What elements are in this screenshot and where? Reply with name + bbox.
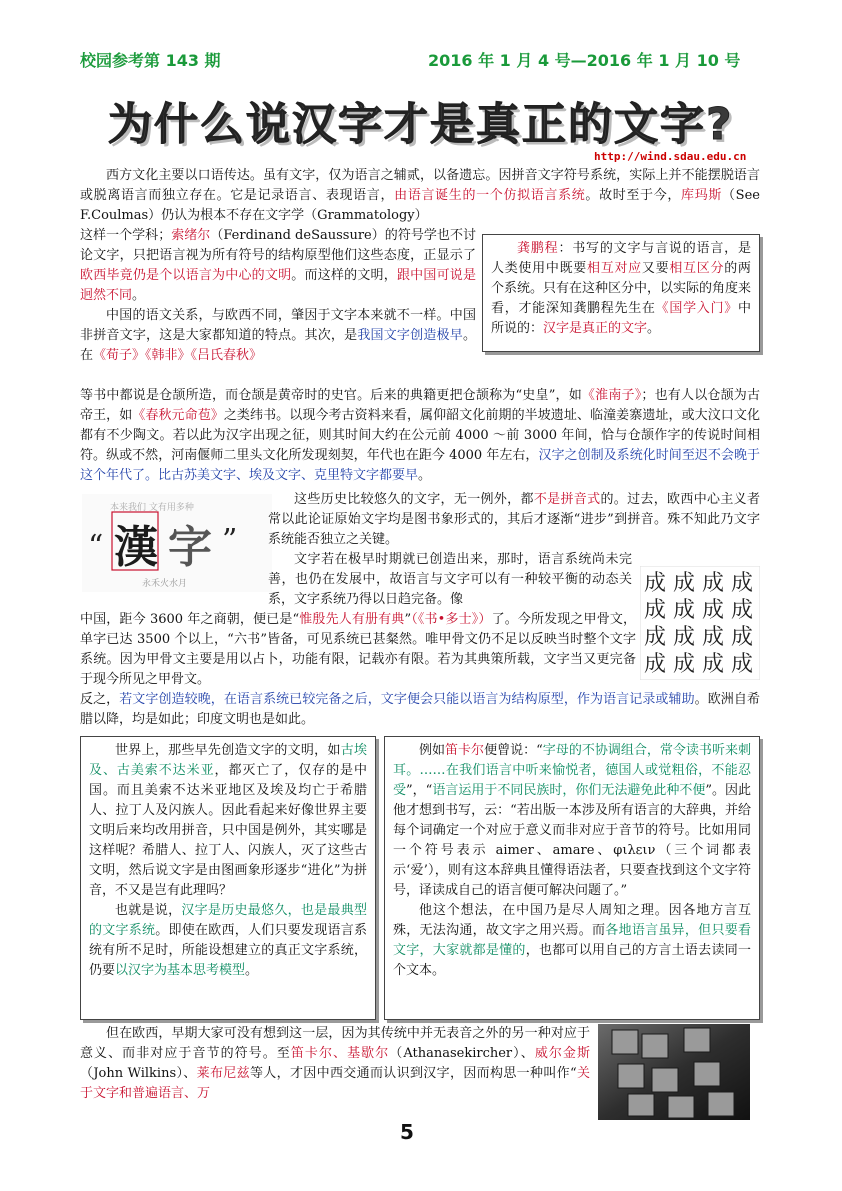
- page-number: 5: [400, 1120, 414, 1144]
- source-url[interactable]: http://wind.sdau.edu.cn: [594, 150, 747, 163]
- calligraphy-glyph-grid: [640, 566, 760, 680]
- late-writing-paragraph: 反之，若文字创造较晚，在语言系统已较完备之后，文字便会只能以语言为结构原型，作为语言记录或辅助。欧洲自希腊以降，均是如此；印度文明也是如此。: [80, 692, 760, 727]
- glyph-cell: 成: [731, 598, 754, 623]
- glyph-cell: 成: [731, 625, 754, 650]
- svg-text:”: ”: [222, 523, 238, 558]
- quote-box-gong-pengcheng: 龚鹏程：书写的文字与言说的语言，是人类使用中既要相互对应又要相互区分的两个系统。只有在这种区分中，以实际的角度来看，才能深知龚鹏程先生在《国学入门》中所说的：汉字是真正的文字。: [482, 234, 760, 352]
- journal-issue: 校园参考第 143 期: [80, 51, 221, 70]
- han-character: 漢: [114, 522, 158, 573]
- glyph-cell: 成: [731, 571, 754, 596]
- history-paragraph: 等书中都说是仓颉所造，而仓颉是黄帝时的史官。后来的典籍更把仓颉称为“史皇”，如《淮南子》；也有人以仓颉为古帝王，如《春秋元命苞》之类纬书。以现今考古资料来看，属仰韶文化前期的半坡遗址、临潼姜寨遗址，或大汶口文化都有不少陶文。若以此为汉字出现之征，则其时间大约在公元前 4000 ～前 3000 年间，恰与仓颉作字的传说时间相符。纵或不然，河南偃师二里头文化所发现刻契，年代也在距今 4000 年左右，汉字之创制及系统化时间至迟不会晚于这个年代了。比古苏美文字、埃及文字、克里特文字都要早。: [80, 388, 760, 483]
- author-name: 龚鹏程: [517, 241, 559, 256]
- ancient-civilizations-box: 世界上，那些早先创造文字的文明，如古埃及、古美索不达米亚，都灭亡了，仅存的是中国。而且美索不达米亚地区及埃及均亡于希腊人、拉丁人及闪族人。因此看起来好像世界主要文明后来均改用拼音，只中国是例外，其实哪是这样呢？希腊人、拉丁人、闪族人，灭了这些古文明，然后说文字是由图画象形逐步“进化”为拼音，不又是岂有此理吗？ 也就是说，汉字是历史最悠久，也是最典型的文字系统。即使在欧西，人们只要发现语言系统有所不足时，所能设想建立的真正文字系统，仍要以汉字为基本思考模型。: [80, 736, 376, 1020]
- glyph-cell: 成: [731, 652, 754, 677]
- page-title: 为什么说汉字才是真正的文字?: [108, 99, 734, 150]
- svg-text:本来我们 文有用多种: 本来我们 文有用多种: [110, 503, 194, 513]
- glyph-cell: 成: [673, 652, 696, 677]
- glyph-cell: 成: [673, 625, 696, 650]
- movable-type-photo: [598, 1024, 750, 1120]
- glyph-cell: 成: [702, 571, 725, 596]
- glyph-cell: 成: [702, 625, 725, 650]
- non-phonetic-paragraph: 这些历史比较悠久的文字，无一例外，都不是拼音式的。过去，欧西中心主义者常以此论证原始文字均是图书象形式的，其后才逐渐“进步”到拼音。殊不知此乃文字系统能否独立之关键。: [268, 492, 760, 547]
- europe-paragraph: 但在欧西，早期大家可没有想到这一层，因为其传统中并无表音之外的另一种对应于意义、而非对应于音节的符号。至笛卡尔、基歇尔（Athanasekircher）、威尔金斯（John Wilkins）、莱布尼兹等人，才因中西交通而认识到汉字，因而构思一种叫作“关于文字和普遍语言、万: [80, 1026, 590, 1101]
- hanzi-calligraphy-image: [82, 494, 272, 592]
- glyph-cell: 成: [702, 652, 725, 677]
- glyph-cell: 成: [644, 625, 667, 650]
- glyph-cell: 成: [702, 598, 725, 623]
- intro-paragraph: 西方文化主要以口语传达。虽有文字，仅为语言之辅贰，以备遗忘。因拼音文字符号系统，实际上并不能摆脱语言或脱离语言而独立存在。它是记录语言、表现语言，由语言诞生的一个仿拟语言系统。故时至于今，库玛斯（See F.Coulmas）仍认为根本不存在文字学（Grammatology）: [80, 168, 760, 223]
- early-writing-paragraph: 文字若在极早时期就已创造出来，那时，语言系统尚未完善，也仍在发展中，故语言与文字可以有一种较平衡的动态关系，文字系统乃得以日趋完备。像: [268, 552, 632, 607]
- glyph-cell: 成: [644, 652, 667, 677]
- left-column-text: 这样一个学科；索绪尔（Ferdinand deSaussure）的符号学也不讨论文字，只把语言视为所有符号的结构原型他们这些态度，正显示了欧西毕竟仍是个以语言为中心的文明。而这样的文明，跟中国可说是迥然不同。 中国的语文关系，与欧西不同，肇因于文字本来就不一样。中国非拼音文字，这是大家都知道的特点。其次，是我国文字创造极早。在《荀子》《韩非》《吕氏春秋》: [80, 228, 476, 363]
- glyph-cell: 成: [673, 598, 696, 623]
- glyph-cell: 成: [644, 571, 667, 596]
- svg-text:永禾火水月: 永禾火水月: [142, 579, 188, 589]
- issue-date: 2016 年 1 月 4 号—2016 年 1 月 10 号: [428, 51, 741, 70]
- descartes-box: 例如笛卡尔便曾说：“字母的不协调组合，常令读书听来刺耳。……在我们语言中听来愉悦者，德国人或觉粗俗，不能忍受”，“语言运用于不同民族时，你们无法避免此种不便”。因此他才想到书写，云：“若出版一本涉及所有语言的大辞典，并给每个词确定一个对应于意义而非对应于音节的符号。比如用同一个符号表示 aimer、amare、φιλειν（三个词都表示‘爱’），则有这本辞典且懂得语法者，只要查找到这个文字符号，译读成自己的语言便可解决问题了。” 他这个想法，在中国乃是尽人周知之理。因各地方言互殊，无法沟通，故文字之用兴焉。而各地语言虽异，但只要看文字，大家就都是懂的，也都可以用自己的方言土语去读同一个文本。: [384, 736, 760, 1020]
- glyph-cell: 成: [673, 571, 696, 596]
- zi-character: 字: [168, 522, 212, 573]
- glyph-cell: 成: [644, 598, 667, 623]
- svg-text:“: “: [88, 529, 104, 564]
- shang-dynasty-paragraph: 中国，距今 3600 年之商朝，便已是“惟殷先人有册有典”（《书•多士》）了。今所发现之甲骨文，单字已达 3500 个以上，“六书”皆备，可见系统已甚粲然。唯甲骨文仍不足以反映当时整个文字系统。因为甲骨文主要是用以占卜，功能有限，记载亦有限。若为其典策所载，文字当又更完备于现今所见之甲骨文。: [80, 612, 636, 687]
